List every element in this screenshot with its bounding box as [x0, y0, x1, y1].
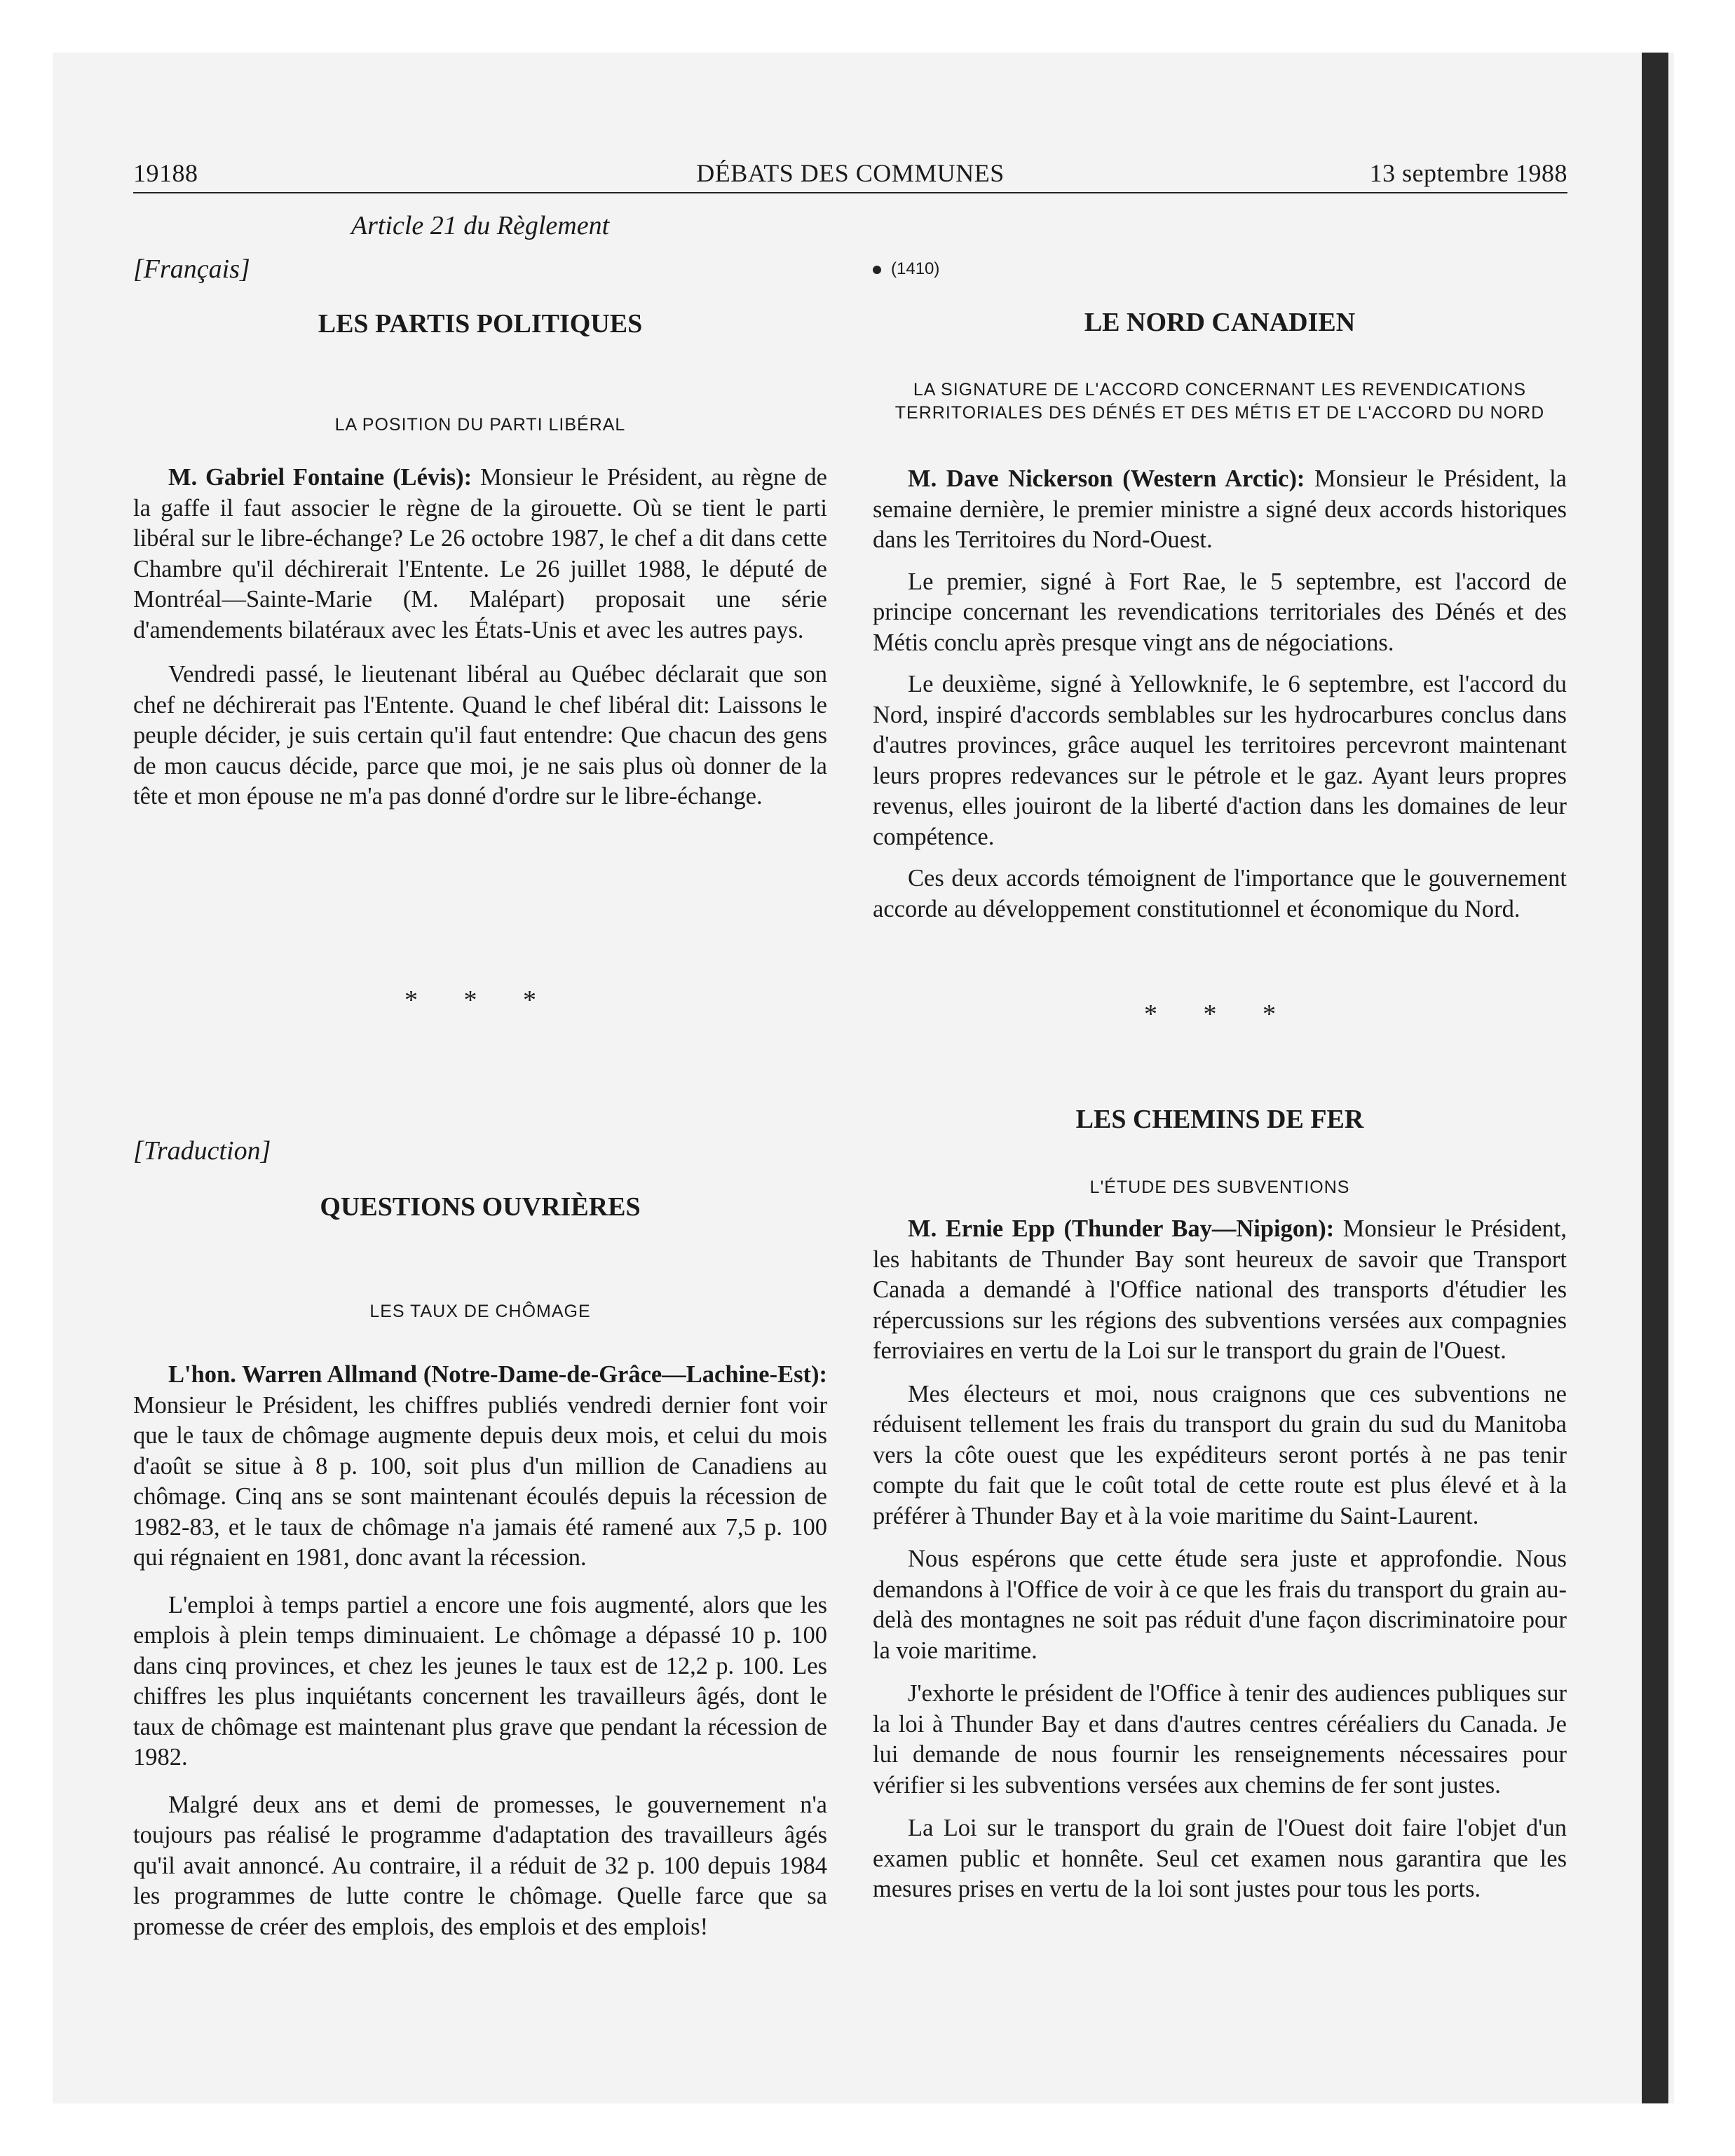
scan-edge: [1642, 53, 1668, 2103]
statement-allmand: [133, 1360, 827, 1942]
paragraph: Vendredi passé, le lieutenant libéral au Québec déclarait que son chef ne déchirerait pas l'Entente. Quand le chef libéral dit: Laissons le peuple décider, je suis certain qu'il faut entendre: Que chacun des gens de mon caucus décide, parce que moi, je ne sais plus où donner de la tête et mon épouse ne m'a pas donné d'ordre sur le libre-échange.: [133, 661, 827, 810]
subheading-etude-subventions: L'ÉTUDE DES SUBVENTIONS: [1089, 1178, 1350, 1197]
section-heading-questions-ouvrieres: QUESTIONS OUVRIÈRES: [320, 1192, 641, 1222]
time-marker: (1410): [873, 259, 1567, 279]
subheading-position-liberal: LA POSITION DU PARTI LIBÉRAL: [334, 415, 626, 435]
speaker-name: M. Dave Nickerson (Western Arctic):: [908, 465, 1305, 492]
section-separator: * * *: [404, 985, 556, 1015]
statement-epp: [873, 1214, 1567, 1905]
section-heading-nord-canadien: LE NORD CANADIEN: [1084, 308, 1356, 337]
statement-fontaine: [133, 463, 827, 812]
language-tag-translation: [Traduction]: [133, 1136, 271, 1166]
publication-title: DÉBATS DES COMMUNES: [696, 159, 1005, 187]
statement-nickerson: [873, 464, 1567, 925]
section-separator: * * *: [1144, 999, 1295, 1029]
paragraph: M. Ernie Epp (Thunder Bay—Nipigon): Monsieur le Président, les habitants de Thunder Bay sont heureux de savoir que Transport Canada a demandé à l'Office national des transports d'étudier les répercussions sur les régions des subventions versées aux compagnies ferroviaires en vertu de la Loi sur le transport du grain de l'Ouest.: [873, 1215, 1567, 1364]
paragraph: M. Dave Nickerson (Western Arctic): Monsieur le Président, la semaine dernière, le premier ministre a signé deux accords historiques dans les Territoires du Nord-Ouest.: [873, 465, 1567, 553]
paragraph: Nous espérons que cette étude sera juste et approfondie. Nous demandons à l'Office de voir à ce que les frais du transport du grain au-delà des montagnes ne soit pas réduit d'une façon discriminatoire pour la voie maritime.: [873, 1546, 1567, 1664]
paragraph: Le premier, signé à Fort Rae, le 5 septembre, est l'accord de principe concernant les revendications territoriales des Dénés et des Métis conclu après presque vingt ans de négociations.: [873, 568, 1567, 656]
paragraph: M. Gabriel Fontaine (Lévis): Monsieur le Président, au règne de la gaffe il faut associer le règne de la girouette. Où se tient le parti libéral sur le libre-échange? Le 26 octobre 1987, le chef a dit dans cette Chambre qu'il déchirerait l'Entente. Le 26 juillet 1988, le député de Montréal—Sainte-Marie (M. Malépart) proposait une série d'amendements bilatéraux avec les États-Unis et avec les autres pays.: [133, 464, 827, 643]
page-header: [133, 156, 1567, 193]
subheading-accord-denes-metis: LA SIGNATURE DE L'ACCORD CONCERNANT LES REVENDICATIONS TERRITORIALES DES DÉNÉS ET DES MÉTIS ET DE L'ACCORD DU NORD: [894, 380, 1545, 423]
article-label: Article 21 du Règlement: [351, 211, 610, 240]
subheading-taux-chomage: LES TAUX DE CHÔMAGE: [369, 1302, 591, 1321]
paragraph: J'exhorte le président de l'Office à tenir des audiences publiques sur la loi à Thunder Bay et dans d'autres centres céréaliers du Canada. Je lui demande de nous fournir les renseignements nécessaires pour vérifier si les subventions versées aux chemins de fer sont justes.: [873, 1680, 1567, 1799]
paragraph: La Loi sur le transport du grain de l'Ouest doit faire l'objet d'un examen public et honnête. Seul cet examen nous garantira que les mesures prises en vertu de la loi sont justes pour tous les ports.: [873, 1815, 1567, 1902]
paragraph: Ces deux accords témoignent de l'importance que le gouvernement accorde au développement constitutionnel et économique du Nord.: [873, 865, 1567, 922]
paragraph: Le deuxième, signé à Yellowknife, le 6 septembre, est l'accord du Nord, inspiré d'accords semblables sur les hydrocarbures conclus dans d'autres provinces, grâce auquel les territoires percevront maintenant leurs propres redevances sur le pétrole et le gaz. Ayant leurs propres revenus, elles jouiront de la liberté d'action dans les domaines de leur compétence.: [873, 671, 1567, 850]
paragraph: L'hon. Warren Allmand (Notre-Dame-de-Grâce—Lachine-Est): Monsieur le Président, les chiffres publiés vendredi dernier font voir que le taux de chômage augmente depuis deux mois, et celui du mois d'août se situe à 8 p. 100, soit plus d'un million de Canadiens au chômage. Cinq ans se sont maintenant écoulés depuis la récession de 1982-83, et le taux de chômage n'a jamais été ramené aux 7,5 p. 100 qui régnaient en 1981, donc avant la récession.: [133, 1361, 827, 1571]
section-heading-partis: LES PARTIS POLITIQUES: [318, 309, 643, 339]
speaker-name: M. Ernie Epp (Thunder Bay—Nipigon):: [908, 1215, 1335, 1242]
paragraph: Malgré deux ans et demi de promesses, le gouvernement n'a toujours pas réalisé le programme d'adaptation des travailleurs âgés qu'il avait annoncé. Au contraire, il a réduit de 32 p. 100 depuis 1984 les programmes de lutte contre le chômage. Quelle farce que sa promesse de créer des emplois, des emplois et des emplois!: [133, 1791, 827, 1940]
page-date: 13 septembre 1988: [1369, 159, 1567, 187]
speaker-name: M. Gabriel Fontaine (Lévis):: [168, 464, 472, 491]
speaker-name: L'hon. Warren Allmand (Notre-Dame-de-Grâce—Lachine-Est):: [168, 1361, 827, 1388]
paragraph: Mes électeurs et moi, nous craignons que ces subventions ne réduisent tellement les frais du transport du grain du sud du Manitoba vers la côte ouest que les expéditeurs seront portés à ne pas tenir compte du fait que le coût total de cette route est plus élevé et à la préférer à Thunder Bay et à la voie maritime du Saint-Laurent.: [873, 1380, 1567, 1529]
language-tag-french: [Français]: [133, 254, 250, 284]
section-heading-chemins-de-fer: LES CHEMINS DE FER: [1075, 1105, 1364, 1134]
page-number: 19188: [133, 159, 198, 187]
paragraph: L'emploi à temps partiel a encore une fois augmenté, alors que les emplois à plein temps diminuaient. Le chômage a dépassé 10 p. 100 dans cinq provinces, et chez les jeunes le taux est de 12,2 p. 100. Les chiffres les plus inquiétants concernent les travailleurs âgés, dont le taux de chômage est maintenant plus grave que pendant la récession de 1982.: [133, 1591, 827, 1770]
bullet-icon: [873, 266, 881, 274]
